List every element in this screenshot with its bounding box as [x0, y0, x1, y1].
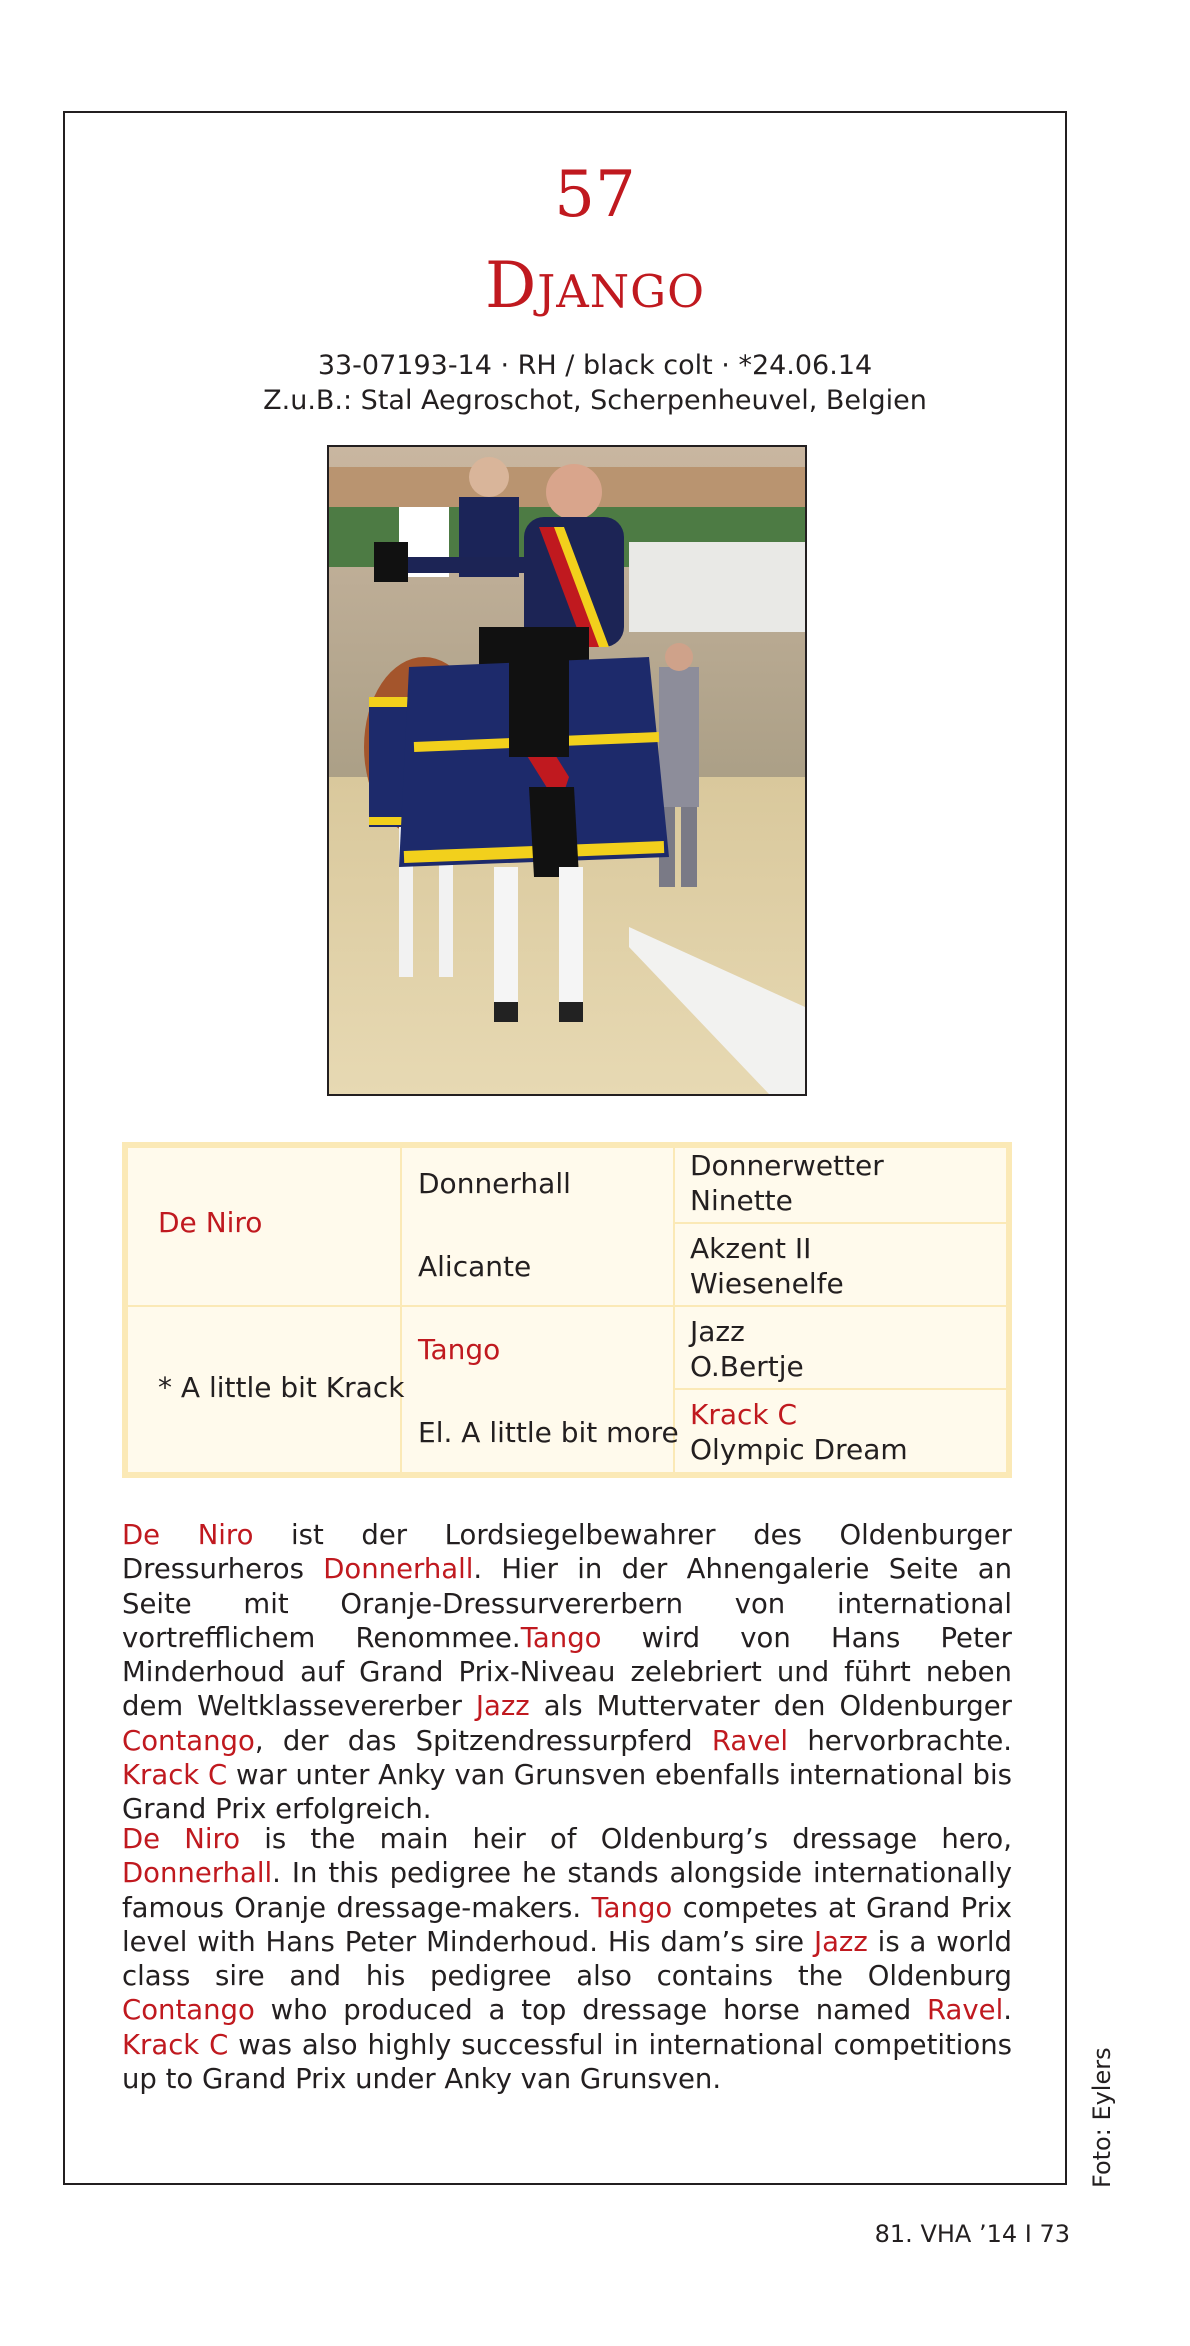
- text-run: is a world class sire and his pedigree also contains the Oldenburg: [122, 1925, 1013, 1993]
- description-german: [122, 1518, 1012, 1827]
- pedigree-divider: [673, 1222, 1012, 1224]
- highlighted-horse-name: De Niro: [122, 1519, 254, 1551]
- highlighted-horse-name: Krack C: [122, 2028, 229, 2061]
- text-run: . Hier in der Ahnengalerie Seite an Seite mit Oranje-Dressurvererbern von international vortrefflichem Renommee.: [122, 1553, 1012, 1654]
- pedigree-table: [122, 1142, 1012, 1478]
- text-run: . In this pedigree he stands alongside internationally famous Oranje dressage-makers.: [122, 1857, 1012, 1924]
- highlighted-horse-name: Krack C: [122, 1759, 228, 1792]
- dressage-rider-photo-icon: [329, 447, 805, 1094]
- pedigree-divider: [673, 1388, 1012, 1390]
- breeder-line: Z.u.B.: Stal Aegroschot, Scherpenheuvel, Belgien: [263, 385, 927, 416]
- pedigree-ancestor: Wiesenelfe: [690, 1267, 844, 1300]
- text-run: was also highly successful in international competitions up to Grand Prix under Anky van Grunsven.: [122, 2028, 1012, 2096]
- highlighted-horse-name: Tango: [520, 1621, 602, 1654]
- highlighted-horse-name: Contango: [122, 1994, 255, 2027]
- highlighted-horse-name: Donnerhall: [122, 1857, 273, 1890]
- photo-credit: Foto: Eylers: [1088, 2047, 1116, 2188]
- highlighted-horse-name: De Niro: [122, 1823, 241, 1855]
- pedigree-divider: [400, 1148, 402, 1472]
- text-run: competes at Grand Prix level with Hans Peter Minderhoud. His dam’s sire: [122, 1891, 1012, 1958]
- page-footer: 81. VHA ’14 I 73: [874, 2220, 1070, 2248]
- pedigree-ancestor: Jazz: [690, 1315, 745, 1348]
- pedigree-dam-dam: El. A little bit more: [418, 1416, 679, 1449]
- horse-photo: [327, 445, 807, 1096]
- highlighted-horse-name: Jazz: [475, 1690, 530, 1723]
- highlighted-horse-name: Donnerhall: [323, 1553, 474, 1586]
- horse-name: Django: [484, 249, 706, 323]
- text-run: war unter Anky van Grunsven ebenfalls international bis Grand Prix erfolgreich.: [122, 1759, 1012, 1826]
- pedigree-sire: De Niro: [158, 1206, 263, 1239]
- text-run: ist der Lordsiegelbewahrer des Oldenburger Dressurheros: [122, 1519, 1012, 1586]
- highlighted-horse-name: Jazz: [813, 1925, 868, 1958]
- highlighted-horse-name: Ravel: [927, 1994, 1004, 2027]
- description-english: [122, 1822, 1012, 2096]
- pedigree-dam-sire: Tango: [418, 1333, 501, 1366]
- highlighted-horse-name: Ravel: [711, 1724, 789, 1757]
- lot-number: 57: [554, 158, 636, 232]
- pedigree-divider: [128, 1305, 1006, 1307]
- pedigree-sire-dam: Alicante: [418, 1250, 532, 1283]
- pedigree-sire-sire: Donnerhall: [418, 1167, 571, 1200]
- text-run: who produced a top dressage horse named: [254, 1994, 928, 2027]
- text-run: wird von Hans Peter Minderhoud auf Grand Prix-Niveau zelebriert und führt neben dem Weltklassevererber: [122, 1621, 1012, 1723]
- text-run: .: [1003, 1994, 1012, 2027]
- pedigree-dam: * A little bit Krack: [158, 1371, 405, 1404]
- pedigree-ancestor: Krack C: [690, 1398, 798, 1431]
- text-run: , der das Spitzendressurpferd: [254, 1724, 712, 1757]
- pedigree-ancestor: O.Bertje: [690, 1350, 804, 1383]
- pedigree-ancestor: Olympic Dream: [690, 1433, 908, 1466]
- pedigree-ancestor: Donnerwetter: [690, 1149, 884, 1182]
- pedigree-ancestor: Akzent II: [690, 1232, 812, 1265]
- pedigree-ancestor: Ninette: [690, 1184, 793, 1217]
- registration-line: 33-07193-14 · RH / black colt · *24.06.14: [317, 350, 873, 381]
- text-run: is the main heir of Oldenburg’s dressage hero,: [240, 1823, 1012, 1855]
- text-run: hervorbrachte.: [788, 1724, 1012, 1757]
- text-run: als Muttervater den Oldenburger: [529, 1690, 1012, 1723]
- highlighted-horse-name: Tango: [591, 1891, 673, 1924]
- highlighted-horse-name: Contango: [122, 1724, 255, 1757]
